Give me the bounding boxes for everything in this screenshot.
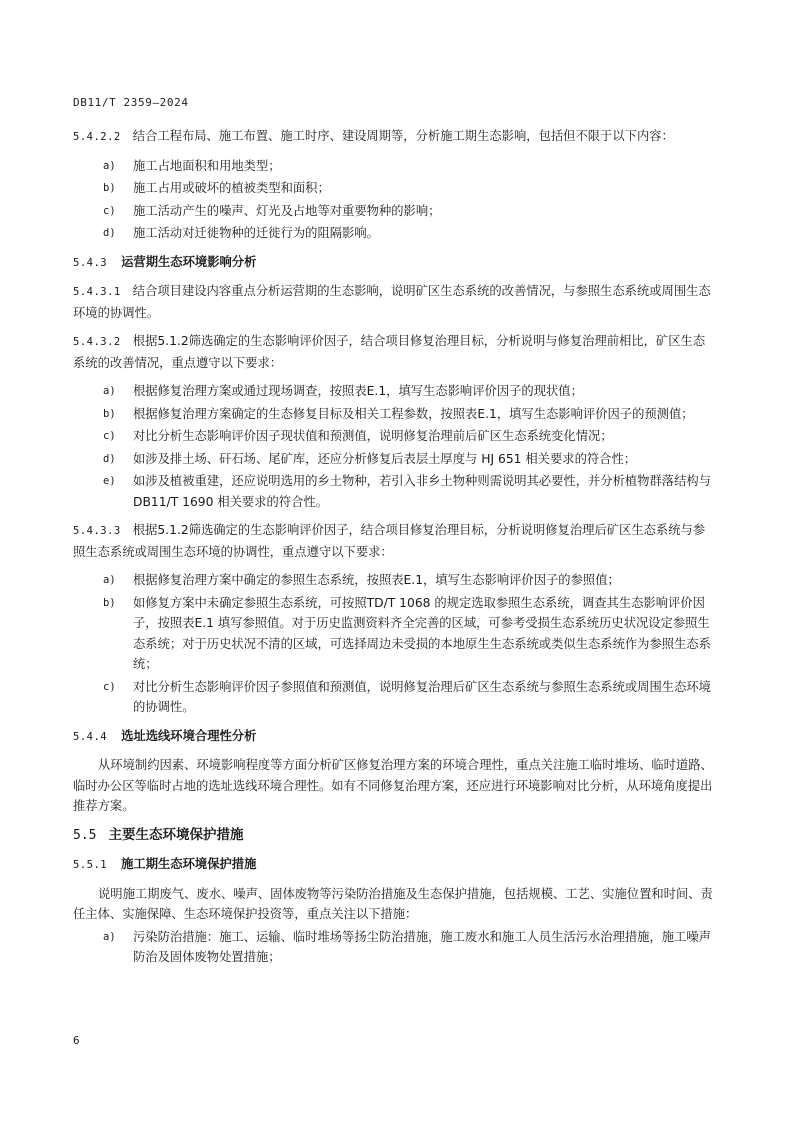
section-number: 5.4.4: [73, 730, 108, 743]
list-text: 如涉及排土场、矸石场、尾矿库，还应分析修复后表层土厚度与 HJ 651 相关要求的符合性；: [133, 451, 637, 466]
clause-text: 结合工程布局、施工布置、施工时序、建设周期等，分析施工期生态影响，包括但不限于以下内容：: [132, 129, 674, 143]
heading-5-5: [73, 825, 713, 847]
list-item: [73, 449, 713, 470]
page-number: 6: [73, 1034, 80, 1047]
section-title: 主要生态环境保护措施: [108, 826, 244, 843]
list-label: a): [103, 930, 116, 943]
list-text: 如修复方案中未确定参照生态系统，可按照TD/T 1068 的规定选取参照生态系统，调查其生态影响评价因子，按照表E.1 填写参照值。对于历史监测资料齐全完善的区域，可参考受损生态系统历史状况设定参照生态系统；对于历史状况不清的区域，可选择周边未受损的本地原生生态系统或类似生态系统作为参照生态系统；: [133, 595, 711, 671]
section-number: 5.4.3: [73, 256, 108, 269]
list-item: [73, 156, 713, 177]
list-text: 施工占地面积和用地类型；: [133, 158, 281, 173]
list-text: 如涉及植被重建，还应说明选用的乡土物种，若引入非乡土物种则需说明其必要性，并分析植物群落结构与DB11/T 1690 相关要求的符合性。: [133, 474, 711, 509]
clause-number: 5.4.2.2: [73, 131, 121, 143]
list-text: 根据修复治理方案确定的生态修复目标及相关工程参数，按照表E.1，填写生态影响评价因子的预测值；: [133, 406, 694, 421]
paragraph-5-5-1: 说明施工期废气、废水、噪声、固体废物等污染防治措施及生态保护措施，包括规模、工艺、实施位置和时间、责任主体、实施保障、生态环境保护投资等，重点关注以下措施：: [73, 886, 713, 921]
heading-5-5-1: [73, 854, 713, 876]
list-5-4-3-2: [73, 381, 713, 512]
clause-text: 根据5.1.2筛选确定的生态影响评价因子，结合项目修复治理目标，分析说明修复治理后矿区生态系统与参照生态系统或周围生态环境的协调性，重点遵守以下要求：: [73, 523, 706, 559]
list-text: 根据修复治理方案或通过现场调查，按照表E.1，填写生态影响评价因子的现状值；: [133, 384, 583, 398]
list-label: a): [103, 574, 116, 586]
list-5-4-3-3: [73, 570, 713, 718]
list-text: 对比分析生态影响评价因子参照值和预测值，说明修复治理后矿区生态系统与参照生态系统或周围生态环境的协调性。: [133, 679, 711, 714]
list-item: [73, 677, 713, 718]
section-title: 施工期生态环境保护措施: [121, 857, 257, 871]
heading-5-4-3: [73, 252, 713, 274]
clause-number: 5.4.3.1: [73, 286, 121, 298]
list-item: [73, 570, 713, 591]
list-label: c): [103, 430, 116, 442]
clause-number: 5.4.3.3: [73, 525, 121, 537]
section-title: 选址选线环境合理性分析: [121, 728, 257, 743]
list-label: c): [103, 680, 116, 693]
section-number: 5.5.1: [73, 859, 108, 871]
list-label: b): [103, 407, 116, 420]
list-text: 施工占用或破坏的植被类型和面积；: [133, 181, 330, 195]
list-label: d): [103, 452, 116, 465]
list-label: b): [103, 596, 116, 609]
list-item: [73, 927, 713, 968]
list-text: 施工活动产生的噪声、灯光及占地等对重要物种的影响；: [133, 203, 441, 218]
list-5-4-2-2: [73, 156, 713, 244]
list-item: [73, 471, 713, 512]
clause-number: 5.4.3.2: [73, 336, 121, 348]
clause-text: 结合项目建设内容重点分析运营期的生态影响，说明矿区生态系统的改善情况，与参照生态系统或周围生态环境的协调性。: [73, 284, 711, 320]
heading-5-4-4: [73, 726, 713, 748]
list-text: 污染防治措施：施工、运输、临时堆场等扬尘防治措施，施工废水和施工人员生活污水治理措施，施工噪声防治及固体废物处置措施；: [133, 929, 711, 964]
clause-5-4-3-3: [73, 520, 713, 562]
clause-5-4-2-2: [73, 126, 713, 148]
list-5-5-1: [73, 927, 713, 968]
list-item: [73, 593, 713, 675]
section-title: 运营期生态环境影响分析: [121, 254, 257, 269]
clause-text: 根据5.1.2筛选确定的生态影响评价因子，结合项目修复治理目标，分析说明与修复治理前相比，矿区生态系统的改善情况，重点遵守以下要求：: [73, 334, 706, 370]
paragraph-5-4-4: 从环境制约因素、环境影响程度等方面分析矿区修复治理方案的环境合理性，重点关注施工临时堆场、临时道路、临时办公区等临时占地的选址选线环境合理性。如有不同修复治理方案，还应进行环境影响对比分析，从环境角度提出推荐方案。: [73, 758, 713, 813]
list-item: [73, 381, 713, 402]
list-label: e): [103, 475, 116, 487]
section-number: 5.5: [73, 827, 97, 843]
list-text: 对比分析生态影响评价因子现状值和预测值，说明修复治理前后矿区生态系统变化情况；: [133, 429, 613, 443]
list-text: 施工活动对迁徙物种的迁徙行为的阻隔影响。: [133, 226, 379, 240]
page-content: [73, 126, 713, 976]
list-label: b): [103, 182, 116, 194]
list-item: [73, 426, 713, 447]
list-item: [73, 223, 713, 244]
list-text: 根据修复治理方案中确定的参照生态系统，按照表E.1，填写生态影响评价因子的参照值；: [133, 573, 620, 587]
list-item: [73, 178, 713, 199]
list-label: a): [103, 159, 116, 172]
list-label: c): [103, 204, 116, 217]
clause-5-4-3-1: [73, 281, 713, 323]
clause-5-4-3-2: [73, 331, 713, 373]
list-item: [73, 404, 713, 425]
list-label: a): [103, 385, 116, 397]
list-label: d): [103, 227, 116, 239]
list-item: [73, 201, 713, 222]
document-header: DB11/T 2359—2024: [73, 96, 189, 109]
